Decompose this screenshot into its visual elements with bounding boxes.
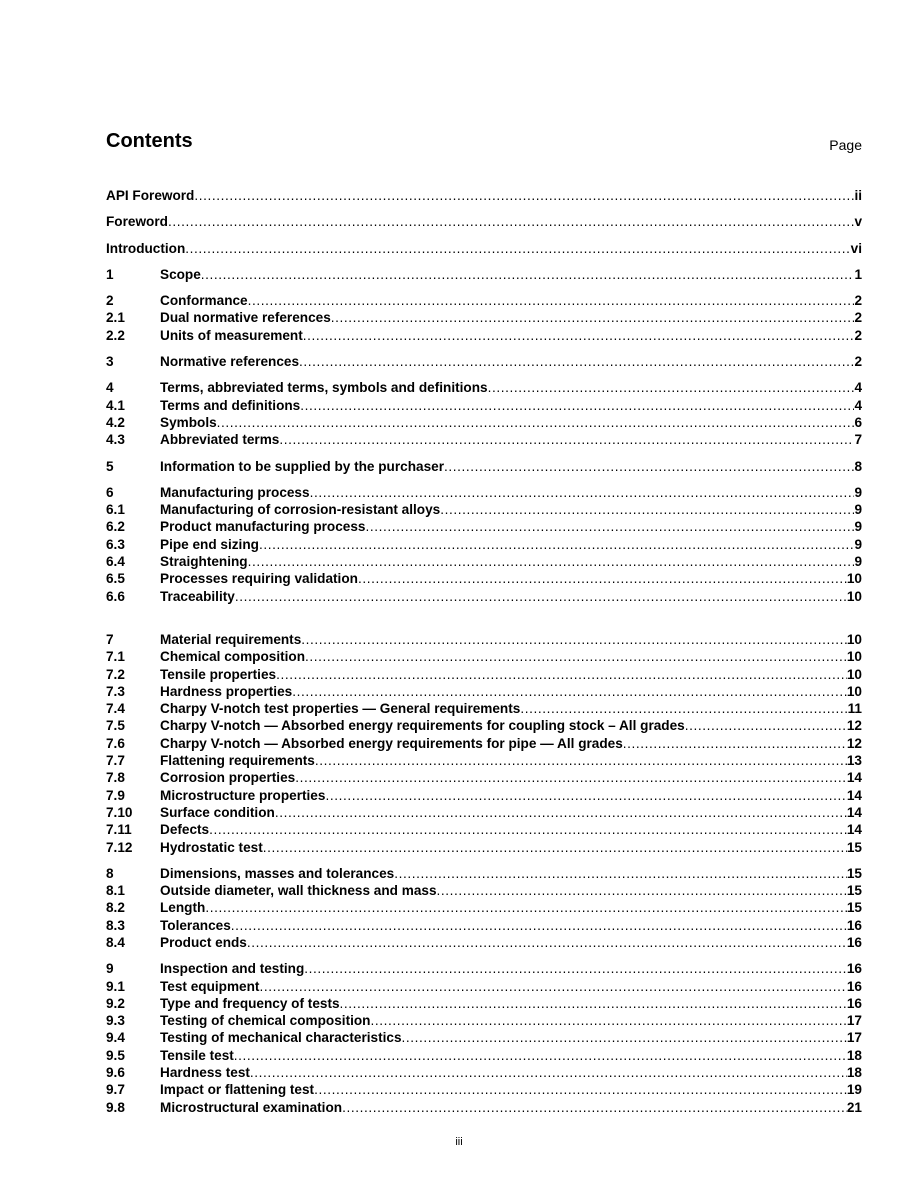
toc-entry-label: Type and frequency of tests <box>160 995 340 1011</box>
toc-entry[interactable] <box>106 431 862 448</box>
toc-dot-leader <box>234 1047 847 1064</box>
toc-dot-leader <box>279 431 854 448</box>
toc-entry-label: Corrosion properties <box>160 770 296 786</box>
toc-dot-leader <box>250 1064 847 1081</box>
toc-entry-number: 8.2 <box>106 900 125 916</box>
toc-entry-page: 10 <box>846 571 862 587</box>
toc-entry-label: Introduction <box>106 240 186 256</box>
toc-entry-label: Charpy V-notch test properties — General requirements <box>160 701 521 717</box>
toc-entry-number: 4.1 <box>106 397 125 413</box>
toc-entry-label: Charpy V-notch — Absorbed energy requirements for pipe — All grades <box>160 735 623 751</box>
toc-entry-page: 14 <box>846 770 862 786</box>
toc-entry-label: Dimensions, masses and tolerances <box>160 865 395 881</box>
toc-dot-leader <box>358 570 847 587</box>
toc-entry-page: 15 <box>846 883 862 899</box>
page-title: Contents <box>106 130 193 152</box>
toc-dot-leader <box>437 882 847 899</box>
toc-entry-number: 6.3 <box>106 536 125 552</box>
toc-entry-number: 4.2 <box>106 414 125 430</box>
toc-entry-label: Microstructure properties <box>160 787 326 803</box>
toc-entry-page: 2 <box>854 354 862 370</box>
toc-entry-page: 18 <box>846 1047 862 1063</box>
toc-entry[interactable] <box>106 397 862 414</box>
toc-entry-label: Dual normative references <box>160 310 331 326</box>
toc-entry-number: 6.6 <box>106 588 125 604</box>
toc-entry-number: 7.10 <box>106 804 133 820</box>
toc-entry-label: Conformance <box>160 293 248 309</box>
toc-entry-page: 19 <box>846 1082 862 1098</box>
toc-dot-leader <box>231 917 847 934</box>
toc-entry-label: Pipe end sizing <box>160 536 259 552</box>
toc-entry-page: v <box>854 214 862 230</box>
toc-dot-leader <box>402 1029 847 1046</box>
toc-entry-page: 4 <box>854 380 862 396</box>
toc-entry-label: Testing of chemical composition <box>160 1013 371 1029</box>
toc-entry[interactable] <box>106 327 862 344</box>
toc-entry-page: 21 <box>846 1099 862 1115</box>
toc-entry[interactable] <box>106 683 862 700</box>
toc-entry-number: 4 <box>106 380 114 396</box>
toc-dot-leader <box>299 353 854 370</box>
toc-entry-label: Information to be supplied by the purchaser <box>160 458 444 474</box>
toc-entry-page: 10 <box>846 631 862 647</box>
toc-dot-leader <box>248 292 855 309</box>
toc-entry-page: 16 <box>846 995 862 1011</box>
toc-dot-leader <box>168 213 855 230</box>
toc-entry-page: 15 <box>846 900 862 916</box>
toc-dot-leader <box>331 309 855 326</box>
toc-entry-page: 13 <box>846 753 862 769</box>
toc-entry-number: 7.6 <box>106 735 125 751</box>
toc-entry-number: 9 <box>106 961 114 977</box>
toc-entry-label: Manufacturing of corrosion-resistant alloys <box>160 502 441 518</box>
toc-dot-leader <box>303 327 855 344</box>
toc-entry-page: 9 <box>854 502 862 518</box>
toc-entry-number: 6.2 <box>106 519 125 535</box>
toc-entry[interactable] <box>106 882 862 899</box>
toc-entry-label: Tensile properties <box>160 666 277 682</box>
toc-entry[interactable] <box>106 536 862 553</box>
toc-entry-page: 2 <box>854 293 862 309</box>
toc-entry[interactable] <box>106 787 862 804</box>
toc-entry-number: 7.5 <box>106 718 125 734</box>
toc-entry-label: Charpy V-notch — Absorbed energy requirements for coupling stock – All grades <box>160 718 685 734</box>
toc-entry-label: Tensile test <box>160 1047 234 1063</box>
toc-dot-leader <box>209 821 847 838</box>
toc-entry[interactable] <box>106 934 862 951</box>
toc-entry[interactable] <box>106 839 862 856</box>
toc-entry-page: 1 <box>854 266 862 282</box>
toc-dot-leader <box>201 266 855 283</box>
toc-dot-leader <box>248 553 855 570</box>
table-of-contents <box>106 187 862 1116</box>
toc-entry[interactable] <box>106 1029 862 1046</box>
toc-entry-label: Microstructural examination <box>160 1099 343 1115</box>
toc-entry-number: 8 <box>106 865 114 881</box>
toc-dot-leader <box>365 518 854 535</box>
toc-entry-page: ii <box>854 188 862 203</box>
toc-entry-page: 10 <box>846 683 862 699</box>
toc-entry-label: Tolerances <box>160 917 231 933</box>
toc-entry[interactable] <box>106 458 862 475</box>
toc-entry-label: Product ends <box>160 934 247 950</box>
toc-entry[interactable] <box>106 978 862 995</box>
toc-entry[interactable] <box>106 960 862 977</box>
toc-dot-leader <box>685 717 847 734</box>
toc-entry[interactable] <box>106 631 862 648</box>
toc-entry-page: 8 <box>854 458 862 474</box>
toc-entry[interactable] <box>106 553 862 570</box>
toc-entry-page: 16 <box>846 961 862 977</box>
toc-entry-number: 9.1 <box>106 978 125 994</box>
toc-entry-label: Product manufacturing process <box>160 519 366 535</box>
toc-dot-leader <box>394 865 847 882</box>
toc-entry-number: 9.4 <box>106 1030 125 1046</box>
toc-dot-leader <box>623 735 847 752</box>
toc-entry[interactable] <box>106 1064 862 1081</box>
toc-entry[interactable] <box>106 379 862 396</box>
page-header <box>106 130 862 160</box>
toc-entry-page: 6 <box>854 414 862 430</box>
toc-dot-leader <box>300 397 854 414</box>
toc-entry[interactable] <box>106 700 862 717</box>
toc-entry-label: Terms, abbreviated terms, symbols and definitions <box>160 380 488 396</box>
toc-entry-number: 6.5 <box>106 571 125 587</box>
toc-entry-page: 16 <box>846 917 862 933</box>
toc-entry-number: 7.8 <box>106 770 125 786</box>
toc-entry-number: 9.3 <box>106 1013 125 1029</box>
toc-entry[interactable] <box>106 821 862 838</box>
toc-entry-label: Terms and definitions <box>160 397 301 413</box>
toc-entry-number: 2.2 <box>106 327 125 343</box>
toc-entry-number: 7.2 <box>106 666 125 682</box>
toc-entry-page: 17 <box>846 1013 862 1029</box>
toc-entry[interactable] <box>106 1081 862 1098</box>
toc-entry[interactable] <box>106 187 862 204</box>
toc-entry-page: 14 <box>846 804 862 820</box>
toc-entry-page: 7 <box>854 432 862 448</box>
toc-entry-number: 2.1 <box>106 310 125 326</box>
toc-dot-leader <box>194 187 854 204</box>
toc-dot-leader <box>304 960 847 977</box>
toc-entry-page: 9 <box>854 536 862 552</box>
toc-entry-number: 9.7 <box>106 1082 125 1098</box>
toc-entry-label: Abbreviated terms <box>160 432 280 448</box>
toc-entry-number: 4.3 <box>106 432 125 448</box>
page-column-label: Page <box>829 137 862 153</box>
toc-entry[interactable] <box>106 588 862 605</box>
toc-dot-leader <box>370 1012 846 1029</box>
toc-entry[interactable] <box>106 240 862 257</box>
toc-entry-page: 15 <box>846 839 862 855</box>
toc-entry[interactable] <box>106 666 862 683</box>
toc-entry[interactable] <box>106 769 862 786</box>
toc-entry-page: 16 <box>846 934 862 950</box>
toc-entry[interactable] <box>106 570 862 587</box>
toc-entry-number: 7.4 <box>106 701 125 717</box>
toc-entry-label: Chemical composition <box>160 649 306 665</box>
toc-entry-number: 5 <box>106 458 114 474</box>
page-number: iii <box>455 1136 463 1148</box>
toc-entry-number: 9.8 <box>106 1099 125 1115</box>
toc-dot-leader <box>185 240 850 257</box>
toc-entry-label: Manufacturing process <box>160 484 310 500</box>
toc-entry[interactable] <box>106 292 862 309</box>
toc-entry-number: 6.1 <box>106 502 125 518</box>
toc-dot-leader <box>235 588 847 605</box>
toc-entry[interactable] <box>106 501 862 518</box>
toc-dot-leader <box>295 769 847 786</box>
toc-entry-label: Hardness properties <box>160 683 293 699</box>
toc-entry-page: 9 <box>854 484 862 500</box>
toc-entry-page: 9 <box>854 554 862 570</box>
toc-entry[interactable] <box>106 648 862 665</box>
toc-entry[interactable] <box>106 917 862 934</box>
toc-entry-label: Inspection and testing <box>160 961 305 977</box>
toc-entry-page: 17 <box>846 1030 862 1046</box>
toc-entry-page: 2 <box>854 327 862 343</box>
toc-entry-label: Impact or flattening test <box>160 1082 315 1098</box>
toc-entry-page: 9 <box>854 519 862 535</box>
toc-dot-leader <box>305 648 847 665</box>
toc-entry-label: Traceability <box>160 588 235 604</box>
toc-entry-label: Processes requiring validation <box>160 571 358 587</box>
toc-dot-leader <box>314 1081 847 1098</box>
toc-entry[interactable] <box>106 717 862 734</box>
toc-entry[interactable] <box>106 309 862 326</box>
toc-entry-label: Test equipment <box>160 978 260 994</box>
toc-dot-leader <box>315 752 847 769</box>
toc-entry-number: 6.4 <box>106 554 125 570</box>
toc-entry[interactable] <box>106 735 862 752</box>
toc-entry[interactable] <box>106 353 862 370</box>
toc-dot-leader <box>342 1099 847 1116</box>
toc-dot-leader <box>340 995 847 1012</box>
toc-entry-label: Length <box>160 900 206 916</box>
toc-entry-page: 10 <box>846 666 862 682</box>
toc-entry[interactable] <box>106 1099 862 1116</box>
toc-entry[interactable] <box>106 995 862 1012</box>
toc-entry-label: Normative references <box>160 354 300 370</box>
toc-dot-leader <box>440 501 854 518</box>
toc-entry-page: 15 <box>846 865 862 881</box>
toc-entry-label: Hydrostatic test <box>160 839 263 855</box>
toc-entry-page: 12 <box>846 718 862 734</box>
toc-entry[interactable] <box>106 752 862 769</box>
toc-entry[interactable] <box>106 899 862 916</box>
toc-entry-label: Foreword <box>106 214 168 230</box>
toc-entry-number: 7.9 <box>106 787 125 803</box>
toc-entry[interactable] <box>106 518 862 535</box>
toc-entry-number: 7.12 <box>106 839 133 855</box>
toc-entry[interactable] <box>106 804 862 821</box>
toc-dot-leader <box>276 666 847 683</box>
toc-entry-number: 7.11 <box>106 822 132 838</box>
toc-entry-label: Units of measurement <box>160 327 303 343</box>
toc-entry-number: 9.6 <box>106 1065 125 1081</box>
toc-dot-leader <box>205 899 847 916</box>
toc-entry-page: 11 <box>847 701 862 717</box>
toc-entry-label: Surface condition <box>160 804 275 820</box>
toc-dot-leader <box>247 934 847 951</box>
toc-entry-label: API Foreword <box>106 188 195 203</box>
toc-entry[interactable] <box>106 484 862 501</box>
toc-entry-number: 2 <box>106 293 114 309</box>
toc-entry-page: 2 <box>854 310 862 326</box>
toc-entry-page: 12 <box>846 735 862 751</box>
toc-entry-label: Material requirements <box>160 631 302 647</box>
toc-dot-leader <box>275 804 847 821</box>
toc-entry-page: 14 <box>846 822 862 838</box>
toc-entry-page: 4 <box>854 397 862 413</box>
toc-dot-leader <box>325 787 846 804</box>
toc-entry-number: 8.1 <box>106 883 125 899</box>
toc-entry[interactable] <box>106 1012 862 1029</box>
toc-entry-number: 6 <box>106 484 114 500</box>
toc-entry-number: 7.1 <box>106 649 125 665</box>
toc-dot-leader <box>444 458 854 475</box>
toc-entry-number: 8.3 <box>106 917 125 933</box>
toc-entry-number: 7.7 <box>106 753 125 769</box>
toc-entry-label: Hardness test <box>160 1065 250 1081</box>
toc-entry-page: 18 <box>846 1065 862 1081</box>
toc-dot-leader <box>292 683 847 700</box>
toc-dot-leader <box>259 536 854 553</box>
toc-entry-number: 3 <box>106 354 114 370</box>
toc-entry-label: Testing of mechanical characteristics <box>160 1030 402 1046</box>
toc-entry-number: 9.5 <box>106 1047 125 1063</box>
toc-entry-label: Flattening requirements <box>160 753 315 769</box>
toc-entry-label: Outside diameter, wall thickness and mass <box>160 883 437 899</box>
toc-entry-label: Scope <box>160 266 201 282</box>
toc-entry-number: 8.4 <box>106 934 125 950</box>
toc-entry-label: Symbols <box>160 414 217 430</box>
toc-dot-leader <box>520 700 847 717</box>
toc-entry[interactable] <box>106 865 862 882</box>
toc-dot-leader <box>488 379 855 396</box>
toc-entry[interactable] <box>106 414 862 431</box>
toc-entry-page: 10 <box>846 588 862 604</box>
toc-dot-leader <box>263 839 847 856</box>
toc-entry[interactable] <box>106 1047 862 1064</box>
toc-entry-number: 1 <box>106 266 114 282</box>
toc-entry-page: vi <box>850 240 862 256</box>
toc-entry-page: 10 <box>846 649 862 665</box>
toc-entry[interactable] <box>106 266 862 283</box>
toc-entry-label: Defects <box>160 822 210 838</box>
toc-entry-page: 16 <box>846 978 862 994</box>
toc-dot-leader <box>217 414 855 431</box>
toc-entry-number: 9.2 <box>106 995 125 1011</box>
toc-entry-label: Straightening <box>160 554 248 570</box>
toc-entry[interactable] <box>106 213 862 230</box>
toc-dot-leader <box>259 978 846 995</box>
toc-entry-page: 14 <box>846 787 862 803</box>
toc-entry-number: 7 <box>106 631 114 647</box>
toc-entry-number: 7.3 <box>106 683 125 699</box>
toc-dot-leader <box>310 484 855 501</box>
toc-dot-leader <box>301 631 847 648</box>
